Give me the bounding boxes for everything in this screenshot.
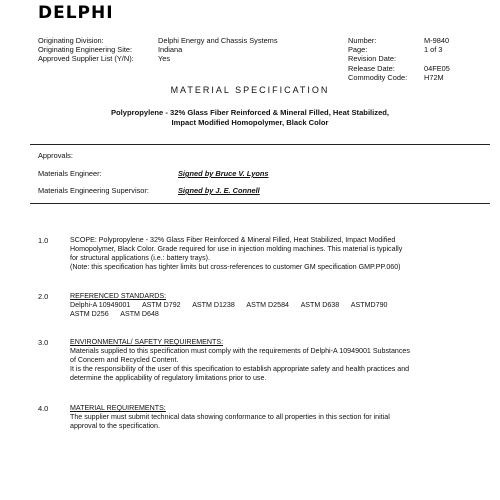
standard-item: ASTM D792	[141, 300, 181, 309]
section-2-standards	[70, 292, 490, 319]
scope-line: SCOPE: Polypropylene - 32% Glass Fiber Reinforced & Mineral Filled, Heat Stabilized, Impact Modified	[70, 236, 396, 244]
standards-row-2	[70, 310, 490, 319]
standard-item: Delphi-A 10949001	[70, 300, 131, 309]
subtitle-line-2: Impact Modified Homopolymer, Black Color	[171, 118, 329, 127]
supervisor-label: Materials Engineering Supervisor:	[38, 186, 149, 195]
materials-engineer-signature: Signed by Bruce V. Lyons	[178, 169, 269, 178]
scope-line: Homopolymer, Black Color. Grade required for use in injection molding machines. This material is typically	[70, 244, 403, 253]
value-commodity-code: H72M	[424, 72, 444, 82]
material-requirements-line: approval to the specification.	[70, 421, 160, 430]
label-revision-date: Revision Date:	[348, 54, 397, 64]
value-engineering-site: Indiana	[158, 45, 183, 55]
standards-row-1	[70, 301, 490, 310]
label-number: Number:	[348, 36, 377, 45]
standard-item: ASTM D256	[70, 309, 109, 318]
section-1-scope	[70, 236, 490, 272]
standard-item: ASTM D2584	[246, 300, 289, 309]
value-approved-supplier: Yes	[158, 54, 171, 64]
section-2-number: 2.0	[38, 292, 49, 301]
materials-engineer-label: Materials Engineer:	[38, 169, 102, 178]
delphi-logo: DELPHI	[38, 3, 114, 23]
material-requirements-heading: MATERIAL REQUIREMENTS:	[70, 404, 166, 412]
environmental-line: of Concern and Recycled Content.	[70, 355, 179, 364]
standards-heading: REFERENCED STANDARDS:	[70, 292, 167, 300]
section-3-number: 3.0	[38, 338, 49, 347]
section-4-number: 4.0	[38, 404, 49, 413]
header-right-labels	[348, 36, 407, 82]
value-release-date: 04FE05	[424, 63, 450, 73]
supervisor-signature: Signed by J. E. Connell	[178, 186, 260, 195]
standard-item: ASTMD790	[350, 300, 388, 309]
label-engineering-site: Originating Engineering Site:	[38, 45, 133, 55]
scope-line: (Note: this specification has tighter limits but cross-references to customer GM specification GMP.PP.060)	[70, 262, 401, 271]
material-requirements-line: The supplier must submit technical data showing conformance to all properties in this section for initial	[70, 412, 390, 421]
section-3-environmental	[70, 338, 490, 383]
document-title: MATERIAL SPECIFICATION	[170, 85, 330, 95]
value-originating-division: Delphi Energy and Chassis Systems	[158, 36, 278, 45]
header-left-values	[158, 36, 278, 64]
environmental-line: Materials supplied to this specification must comply with the requirements of Delphi-A 10949001 Substances	[70, 346, 410, 355]
environmental-heading: ENVIRONMENTAL/ SAFETY REQUIREMENTS:	[70, 338, 224, 346]
standard-item: ASTM D638	[300, 300, 340, 309]
header-left-labels	[38, 36, 134, 64]
standard-item: ASTM D648	[120, 309, 159, 318]
label-page: Page:	[348, 45, 368, 55]
section-4-material-requirements	[70, 404, 490, 431]
value-page: 1 of 3	[424, 45, 443, 55]
value-number: M-9840	[424, 36, 450, 45]
material-subtitle	[0, 108, 500, 128]
approvals-heading: Approvals:	[38, 151, 73, 160]
header-right-values	[424, 36, 450, 82]
environmental-line: determine the applicability of regulatory limitations prior to use.	[70, 373, 267, 382]
scope-line: for structural applications (i.e.: battery trays).	[70, 253, 210, 262]
environmental-line: It is the responsibility of the user of this specification to establish appropriate safety and health practices and	[70, 364, 410, 373]
approvals-box	[30, 144, 490, 204]
standard-item: ASTM D1238	[192, 300, 235, 309]
subtitle-line-1: Polypropylene - 32% Glass Fiber Reinforced & Mineral Filled, Heat Stabilized,	[110, 108, 390, 117]
label-release-date: Release Date:	[348, 63, 395, 73]
section-1-number: 1.0	[38, 236, 49, 245]
label-originating-division: Originating Division:	[38, 36, 104, 45]
label-approved-supplier: Approved Supplier List (Y/N):	[38, 54, 134, 64]
label-commodity-code: Commodity Code:	[348, 72, 408, 82]
value-revision-date	[424, 54, 450, 63]
